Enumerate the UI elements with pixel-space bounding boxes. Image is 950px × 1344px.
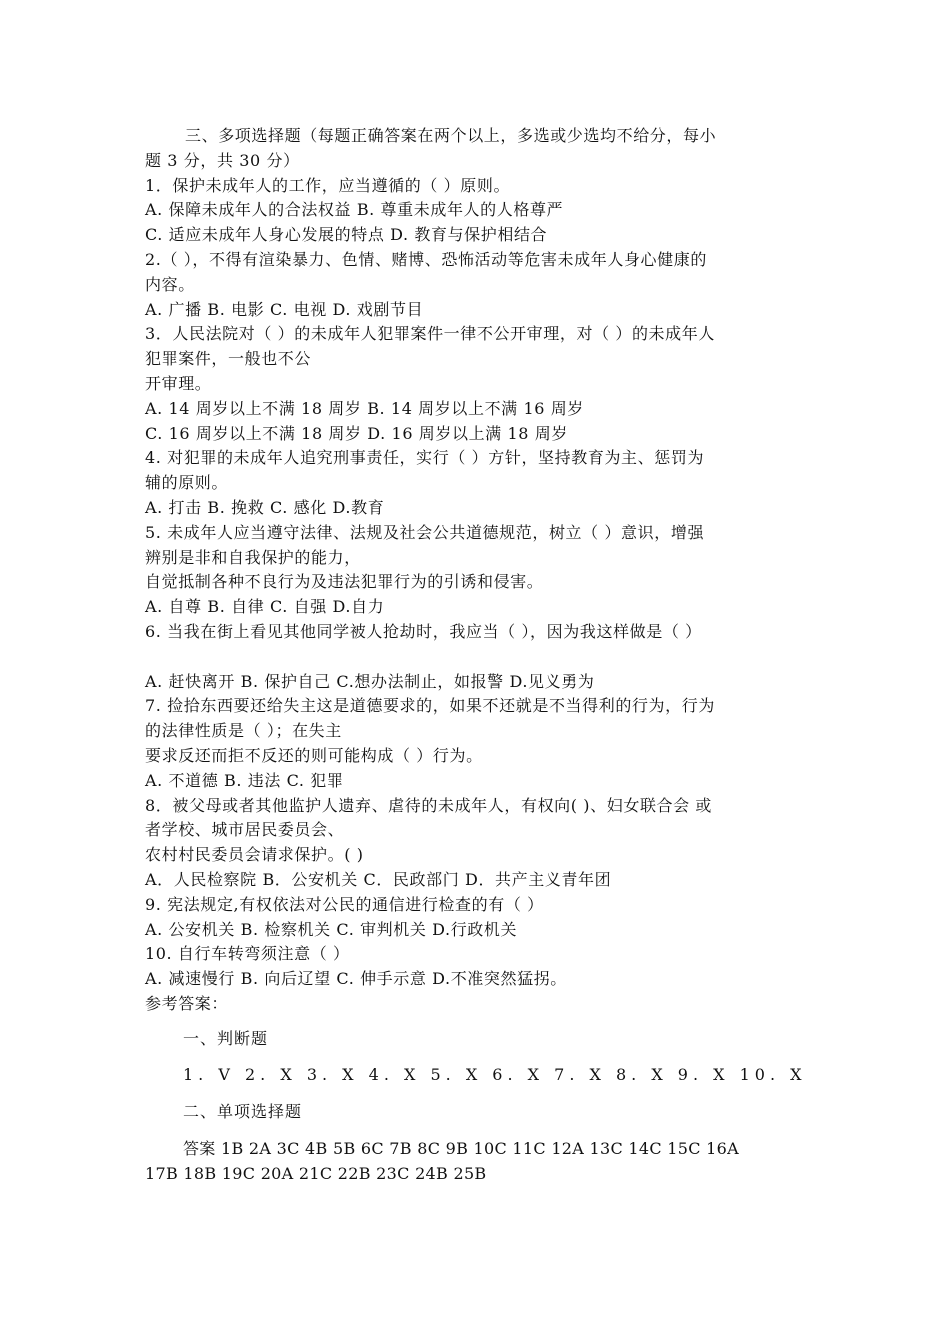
judge-heading: 一、判断题 — [183, 1028, 269, 1048]
question-text — [145, 645, 825, 670]
question-options: A. 减速慢行 B. 向后辽望 C. 伸手示意 D.不准突然猛拐。 — [145, 969, 567, 989]
question-options: A. 自尊 B. 自律 C. 自强 D.自力 — [145, 597, 385, 617]
question-item — [145, 174, 825, 248]
question-item — [145, 446, 825, 520]
question-item — [145, 521, 825, 620]
question-options: A. 广播 B. 电影 C. 电视 D. 戏剧节目 — [145, 299, 424, 319]
question-text: 9. 宪法规定,有权依法对公民的通信进行检查的有（ ） — [145, 894, 544, 914]
question-options: A. 不道德 B. 违法 C. 犯罪 — [145, 770, 344, 790]
question-item — [145, 620, 825, 694]
question-options: A. 打击 B. 挽救 C. 感化 D.教育 — [145, 497, 385, 517]
single-choice-heading: 二、单项选择题 — [183, 1102, 303, 1122]
question-list — [145, 174, 825, 992]
question-text: 8．被父母或者其他监护人遗弃、虐待的未成年人，有权向( )、妇女联合会 或 — [145, 795, 713, 815]
question-text: 开审理。 — [145, 373, 212, 393]
question-text: 2.（ ），不得有渲染暴力、色情、赌博、恐怖活动等危害未成年人身心健康的 — [145, 249, 707, 269]
question-text: 5. 未成年人应当遵守法律、法规及社会公共道德规范，树立（ ）意识，增强 — [145, 522, 705, 542]
question-options: A. 公安机关 B. 检察机关 C. 审判机关 D.行政机关 — [145, 919, 518, 939]
question-item — [145, 942, 825, 992]
question-text: 的法律性质是（ ）；在失主 — [145, 721, 342, 741]
question-text: 者学校、城市居民委员会、 — [145, 820, 345, 840]
question-text: 辨别是非和自我保护的能力， — [145, 547, 361, 567]
question-item — [145, 694, 825, 793]
answer-key — [145, 1027, 825, 1187]
question-item — [145, 322, 825, 446]
question-item — [145, 794, 825, 893]
question-text: 农村村民委员会请求保护。( ) — [145, 845, 364, 865]
question-text: 4. 对犯罪的未成年人追究刑事责任，实行（ ）方针，坚持教育为主、惩罚为 — [145, 448, 705, 468]
section-heading-continued: 题 3 分，共 30 分） — [145, 150, 300, 170]
question-options: C. 16 周岁以上不满 18 周岁 D. 16 周岁以上满 18 周岁 — [145, 423, 568, 443]
question-options: A. 保障未成年人的合法权益 B. 尊重未成年人的人格尊严 — [145, 200, 564, 220]
question-options: A．人民检察院 B．公安机关 C．民政部门 D．共产主义青年团 — [145, 869, 612, 889]
single-choice-answers-continued: 17B 18B 19C 20A 21C 22B 23C 24B 25B — [145, 1163, 487, 1183]
question-text: 要求反还而拒不反还的则可能构成（ ）行为。 — [145, 745, 483, 765]
single-choice-answers: 答案 1B 2A 3C 4B 5B 6C 7B 8C 9B 10C 11C 12A 13C 14C 15C 16A — [183, 1139, 739, 1159]
question-options: C. 适应未成年人身心发展的特点 D. 教育与保护相结合 — [145, 225, 548, 245]
question-options: A. 赶快离开 B. 保护自己 C.想办法制止，如报警 D.见义勇为 — [145, 671, 595, 691]
question-text: 自觉抵制各种不良行为及违法犯罪行为的引诱和侵害。 — [145, 572, 544, 592]
section-heading: 三、多项选择题（每题正确答案在两个以上，多选或少选均不给分，每小 — [185, 126, 717, 145]
question-text: 1．保护未成年人的工作，应当遵循的（ ）原则。 — [145, 175, 511, 195]
question-item — [145, 893, 825, 943]
question-text: 辅的原则。 — [145, 473, 229, 493]
question-text: 7. 捡拾东西要还给失主这是道德要求的，如果不还就是不当得利的行为，行为 — [145, 696, 715, 716]
question-text: 犯罪案件，一般也不公 — [145, 349, 312, 369]
judge-answers: 1. V 2. X 3. X 4. X 5. X 6. X 7. X 8. X 9. X 10. X — [183, 1065, 807, 1085]
question-options: A. 14 周岁以上不满 18 周岁 B. 14 周岁以上不满 16 周岁 — [145, 398, 584, 418]
question-text: 10. 自行车转弯须注意（ ） — [145, 944, 350, 964]
question-text: 6. 当我在街上看见其他同学被人抢劫时，我应当（ ），因为我这样做是（ ） — [145, 621, 702, 641]
question-text: 内容。 — [145, 274, 195, 294]
document-body — [145, 124, 825, 1199]
question-item — [145, 248, 825, 322]
question-text: 3．人民法院对（ ）的未成年人犯罪案件一律不公开审理，对（ ）的未成年人 — [145, 324, 715, 344]
answers-title: 参考答案： — [145, 993, 229, 1013]
